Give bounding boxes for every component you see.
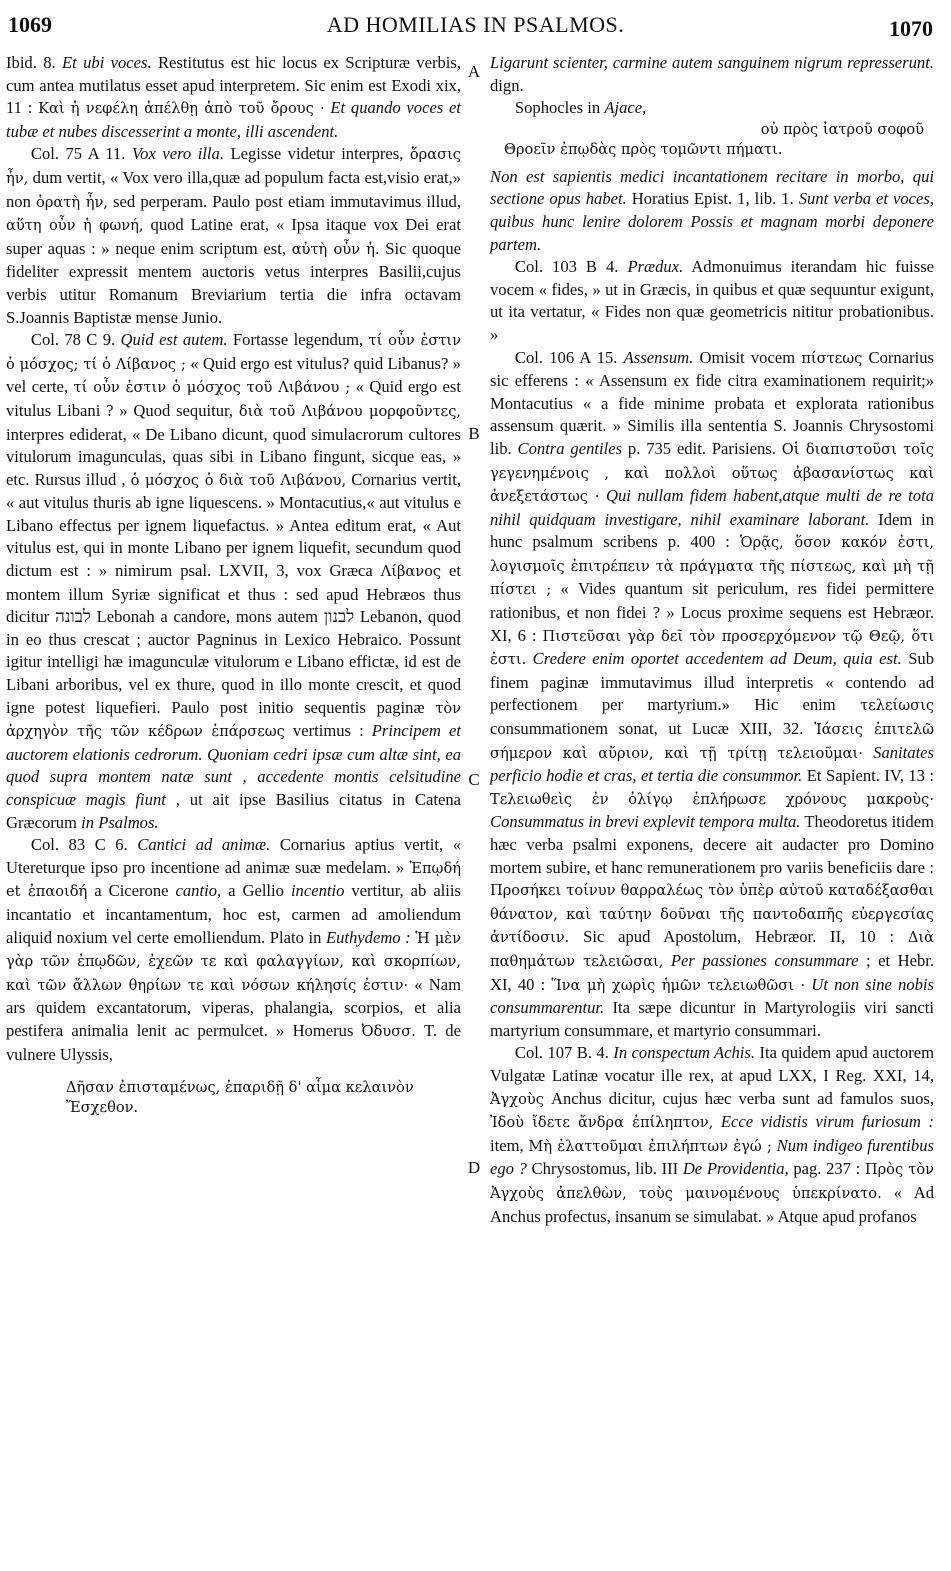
note-text: Restitutus est hic locus ex Scripturæ verbis, cum antea mutilatus esset apud interpretem. Sic enim est Exodi xix, 11 :: [6, 53, 461, 118]
note-text: Admonuimus iterandam hic fuisse vocem « fides, » ut in Græcis, in quibus et quæ sequuntur exigunt, ut ita vertatur, « Fides non quæ geometricis nititur probationibus. »: [490, 257, 935, 344]
greek-quote: Ὀδυσσ.: [361, 1022, 416, 1040]
latin-translation: Per passiones consummare: [670, 950, 859, 970]
note-text: Sub finem paginæ immutavimus illud interpretis « contendo ad perfectionem per martyrium.» Hic enim: [490, 649, 935, 715]
greek-quote: Ἰάσεις ἐπιτελῶ σήμερον καὶ αὔριον, καὶ τῇ τρίτῃ τελειοῦμαι·: [490, 721, 935, 762]
greek-quote: Καὶ ἡ νεφέλη ἀπέλθῃ ἀπὸ τοῦ ὄρους ·: [38, 100, 325, 118]
note-text: Fortasse legendum,: [232, 330, 364, 350]
note-text: « Ad Anchus profectus, insanum se simulabat. » Atque apud profanos: [490, 1182, 934, 1226]
note-paragraph: [490, 347, 934, 1043]
work-title: Ajace,: [604, 98, 647, 118]
note-text: quod Latine erat, « Ipsa itaque vox Dei erat super aquas : » neque enim scriptum est,: [6, 215, 461, 258]
greek-quote: ὁ μόσχος ὁ διὰ τοῦ Λιβάνου,: [130, 471, 347, 489]
greek-quote: Πιστεῦσαι γὰρ δεῖ τὸν προσερχόμενον τῷ Θεῷ, ὅτι ἐστι.: [490, 627, 934, 669]
greek-quote: Λίβανος: [380, 563, 442, 581]
note-paragraph: [6, 143, 461, 329]
note-text: Omisit vocem: [699, 347, 796, 367]
note-ref: Col. 78 C 9.: [30, 330, 116, 350]
note-paragraph: [490, 97, 934, 120]
note-text: Theodoretus itidem hæc verba psalmi exponens, decere ait audacter pro Domino mortem subire, et hanc remunerationem pro variis beneficiis dare :: [490, 812, 935, 877]
greek-quote: Ὁρᾷς, ὅσον κακόν ἐστι, λογισμοῖς ἐπιτρέπειν τὰ πράγματα τῆς πίστεως, καὶ μὴ τῇ πίστει ;: [490, 534, 934, 599]
note-text: Anchus dicitur, cujus hæc verba sunt ad famulos suos,: [551, 1088, 934, 1108]
verse-line: οὐ πρὸς ἰατροῦ σοφοῦ: [760, 120, 924, 138]
greek-quote: πίστεως: [801, 349, 863, 367]
note-text: Ita quidem apud auctorem Vulgatæ Latinæ vocatur ille rex, at apud LXX, I Reg. XXI, 14,: [490, 1043, 935, 1085]
note-paragraph: [490, 52, 934, 97]
note-paragraph: [6, 52, 461, 143]
latin-verse: Sunt verba et voces, quibus hunc lenire dolorem Possis et magnam morbi deponere partem.: [490, 189, 935, 254]
note-text: a Cicerone: [94, 881, 169, 901]
note-text: Cornarius vertit, « aut vitulus thuris ab igne liquescens. » Montacutius,« aut vitulus e Libano effectus per ignem liquefactus. » Antea editum erat, « Aut vitulus est, qui in monte Libano per ignem liquefit, secundum quod dictum est : » nimirum psal. LXVII, 3, vox Græca: [6, 469, 461, 581]
note-text: Lebonah a candore, mons autem: [96, 607, 319, 627]
lemma: Assensum.: [623, 347, 694, 367]
latin-translation: Ut non sine nobis consummarentur.: [490, 974, 934, 1018]
greek-quote: ὁρατὴ ἦν,: [36, 193, 108, 211]
greek-quote: ὅρασις ἦν,: [6, 146, 461, 187]
note-text: interpres ediderat, « De Libano dicunt, quod simulacrorum cultores vitulorum imagunculas, quas sibi in Libano fingunt, sicque eas, » etc. Rursus illud ,: [6, 424, 461, 489]
note-text: Cornarius sic efferens : « Assensum ex fide citra examinationem requirit;» Montacutius « a fide minime probata et explorata rationibus assensum quærit. » Similis illa sententia S. Joannis Chrysostomi lib.: [490, 347, 934, 458]
left-column: [6, 52, 461, 1118]
note-text: vertimus :: [292, 721, 364, 741]
greek-quote: Μὴ ἐλαττοῦμαι ἐπιλήπτων ἐγώ ;: [528, 1137, 772, 1155]
note-ref: Col. 83 C 6.: [30, 835, 128, 855]
greek-quote: αὕτη οὖν ἡ φωνή,: [6, 217, 144, 235]
note-text: Et Sapient. IV, 13 :: [806, 766, 934, 786]
latin-term: incentio: [290, 881, 345, 901]
lemma: Cantici ad animæ.: [137, 835, 271, 855]
lemma: In conspectum Achis.: [613, 1043, 756, 1063]
work-title: Euthydemo :: [325, 927, 411, 947]
margin-letter-c: C: [468, 770, 480, 789]
note-text: « Nam ars quidem excantatorum, viperas, phalangia, scorpios, et alia pestifera animalia lenit ac permulcet. » Homerus: [6, 974, 461, 1040]
note-text: a Gellio: [228, 881, 284, 901]
verse-line: Ἔσχεθον.: [66, 1099, 139, 1117]
note-paragraph: [490, 1042, 934, 1228]
note-ref: Ibid. 8.: [6, 53, 56, 72]
note-ref: Col. 107 B. 4.: [514, 1043, 609, 1063]
right-column: [490, 52, 934, 1228]
note-text: pag. 237 :: [793, 1159, 861, 1179]
note-text: Cornarius aptius vertit, « Utereturque ipso pro incentione ad animæ suæ medelam. »: [6, 835, 461, 877]
hebrew-word: לבונה: [55, 607, 91, 628]
greek-quote: Ἀγχοὺς: [490, 1090, 544, 1108]
note-ref: Col. 75 A 11.: [30, 144, 126, 164]
greek-quote: Προσήκει τοίνυν θαρραλέως τὸν ὑπὲρ αὐτοῦ καταδέξασθαι θάνατον, καὶ ταύτην δοῦναι τῆς παντοδαπῆς εὐεργεσίας ἀντίδοσιν.: [490, 882, 934, 947]
note-text: et montem illum Syriæ significat et thus : sed apud Hebræos thus dicitur: [6, 561, 461, 627]
verse-quote: [490, 120, 934, 160]
note-text: T. de vulnere Ulyssis,: [6, 1020, 461, 1064]
greek-quote: τὸν ἀρχηγὸν τῆς τῶν κέδρων ἐπάρσεως: [6, 699, 461, 741]
latin-translation: Sanitates perficio hodie et cras, et tertia die consummor.: [490, 742, 934, 786]
greek-quote: Τελειωθεὶς ἐν ὀλίγῳ ἐπλήρωσε χρόνους μακροὺς·: [490, 790, 934, 808]
latin-translation: Qui nullam fidem habent,atque multi de re tota nihil quidquam investigare, nihil examinare laborant.: [490, 486, 934, 529]
note-text: consummationem sonat, ut Lucæ XIII, 32.: [490, 719, 804, 739]
note-text: Legisse videtur interpres,: [230, 144, 404, 164]
greek-quote: Οἱ διαπιστοῦσι τοῖς γεγενημένοις , καὶ πολλοὶ οὕτως ἀβασανίστως καὶ ἀνεξετάστως ·: [490, 440, 934, 506]
verse-line: Δῆσαν ἐπισταμένως, ἐπαριδῇ δ' αἷμα κελαινὸν: [66, 1079, 414, 1097]
greek-quote: Ἐπῳδή et ἐπαοιδή: [6, 859, 461, 901]
work-title: De Providentia,: [682, 1159, 789, 1179]
note-text: dum vertit, « Vox vero illa,quæ ad populum facta est,visio erat,» non: [6, 167, 461, 211]
greek-quote: αὐτὴ οὖν ἡ.: [291, 240, 380, 258]
greek-quote: Ἰδοὺ ἴδετε ἄνδρα ἐπίληπτον,: [490, 1114, 714, 1132]
greek-quote: διὰ τοῦ Λιβάνου μορφοῦντες,: [238, 402, 462, 420]
latin-translation: Credere enim oportet accedentem ad Deum, quia est.: [532, 649, 902, 669]
note-paragraph: [490, 166, 934, 256]
note-text: Sic quoque fideliter expressit mentem auctoris vetus interpres Basilii,cujus verbis utitur Romanum Breviarium tertia die infra octavam S.Joannis Baptistæ mense Junio.: [6, 238, 462, 327]
margin-letter-b: B: [468, 424, 480, 443]
lemma: Prædux.: [627, 257, 684, 277]
page-number-right: 1070: [889, 16, 933, 41]
note-text: ; et Hebr. XI, 40 :: [490, 950, 935, 994]
greek-quote: Ἵνα μὴ χωρὶς ἡμῶν τελειωθῶσι ·: [551, 976, 806, 994]
margin-letter-a: A: [467, 62, 481, 81]
margin-letter-d: D: [467, 1158, 481, 1177]
latin-translation: Num indigeo furentibus ego ?: [490, 1135, 934, 1179]
note-ref: Col. 106 A 15.: [514, 347, 618, 367]
greek-quote: τελείωσις: [860, 697, 934, 715]
verse-line: Θροεῖν ἐπῳδὰς πρὸς τομῶντι πήματι.: [504, 140, 783, 158]
note-paragraph: [6, 834, 461, 1066]
note-text: « Vides quantum sit periculum, res fidei permittere rationibus, et non fidei ? » Locus proxime sequens est Hebræor. XI, 6 :: [490, 579, 934, 645]
note-text: Idem in hunc psalmum scribens p. 400 :: [490, 509, 934, 552]
hebrew-word: לבנון: [323, 607, 355, 628]
latin-translation: Et quando voces et tubæ et nubes discesserint a monte, illi ascendent.: [6, 98, 461, 141]
latin-translation: Consummatus in brevi explevit tempora multa.: [490, 812, 801, 832]
note-text: Chrysostomus, lib. III: [531, 1159, 679, 1179]
note-paragraph: [490, 256, 934, 346]
latin-translation: Ligarunt scienter, carmine autem sanguinem nigrum represserunt.: [490, 53, 934, 72]
latin-translation: Principem et auctorem elationis cedrorum. Quoniam cedri ipsæ cum altæ sint, ea quod supra montem natæ sunt , accedente montis celsitudine conspicuæ magis fiunt ,: [6, 721, 461, 809]
greek-quote: Πρὸς τὸν Ἀγχοὺς ἀπελθὼν, τοὺς μαινομένους ὑπεκρίνατο.: [490, 1161, 934, 1202]
lemma: Et ubi voces.: [62, 53, 152, 72]
work-title: in Psalmos.: [81, 812, 159, 832]
note-text: ut ait ipse Basilius citatus in Catena Græcorum: [6, 790, 461, 832]
note-text: p. 735 edit. Parisiens.: [627, 438, 776, 458]
running-title: AD HOMILIAS IN PSALMOS.: [326, 12, 625, 37]
verse-quote: [6, 1078, 461, 1118]
note-text: Sophocles in: [514, 98, 601, 118]
note-text: « Quid ergo est vitulus? quid Libanus? » vel certe,: [6, 353, 461, 397]
lemma: Quid est autem.: [120, 330, 228, 350]
greek-quote: τί οὖν ἐστιν ὁ μόσχος τοῦ Λιβάνου ;: [73, 379, 351, 397]
lemma: Vox vero illa.: [131, 144, 224, 164]
greek-quote: Διὰ παθημάτων τελειῶσαι,: [490, 929, 934, 970]
note-text: « Quid ergo est vitulus Libani ? » Quod sequitur,: [6, 377, 461, 420]
note-text: Ita sæpe dicuntur in Martyrologiis viri sancti martyrium consummare, et martyrio consummari.: [490, 998, 934, 1040]
note-text: vertitur, ab aliis incantatio et incantamentum, hoc est, carmen ad amoliendum aliquid noxium vel certe emolliendum. Plato in: [6, 881, 461, 947]
note-text: Horatius Epist. 1, lib. 1.: [631, 189, 794, 209]
page-number-left: 1069: [8, 12, 52, 37]
note-text: dign.: [490, 75, 524, 95]
note-ref: Col. 103 B 4.: [514, 257, 619, 277]
page-header: [0, 0, 951, 48]
note-text: Sic apud Apostolum, Hebræor. II, 10 :: [583, 927, 895, 947]
latin-term: cantio,: [175, 881, 222, 901]
note-text: sed perperam. Paulo post etiam immutavimus illud,: [113, 191, 461, 211]
latin-translation: Ecce vidistis virum furiosum :: [720, 1112, 934, 1132]
work-title: Contra gentiles: [517, 438, 623, 458]
latin-translation: Non est sapientis medici incantationem recitare in morbo, qui sectione opus habet.: [490, 166, 934, 209]
greek-quote: τί οὖν ἐστιν ὁ μόσχος; τί ὁ Λίβανος ;: [6, 332, 461, 373]
note-paragraph: [6, 329, 461, 834]
greek-quote: Ἡ μὲν γὰρ τῶν ἐπῳδῶν, ἐχεῶν τε καὶ φαλαγγίων, καὶ σκορπίων, καὶ τῶν ἄλλων θηρίων τε καὶ νόσων κήλησίς ἐστιν·: [6, 929, 461, 994]
note-text: item,: [490, 1135, 524, 1155]
note-text: Lebanon, quod in eo thus crescat ; auctor Pagninus in Lexico Hebraico. Possunt igitur intelligi hæ imagunculæ vitulorum e Libano effictæ, id est de Libani arboribus, vel ex thure, quod in illo monte crescit, et quod igne potest liquefieri. Paulo post initio sequentis paginæ: [6, 607, 462, 717]
